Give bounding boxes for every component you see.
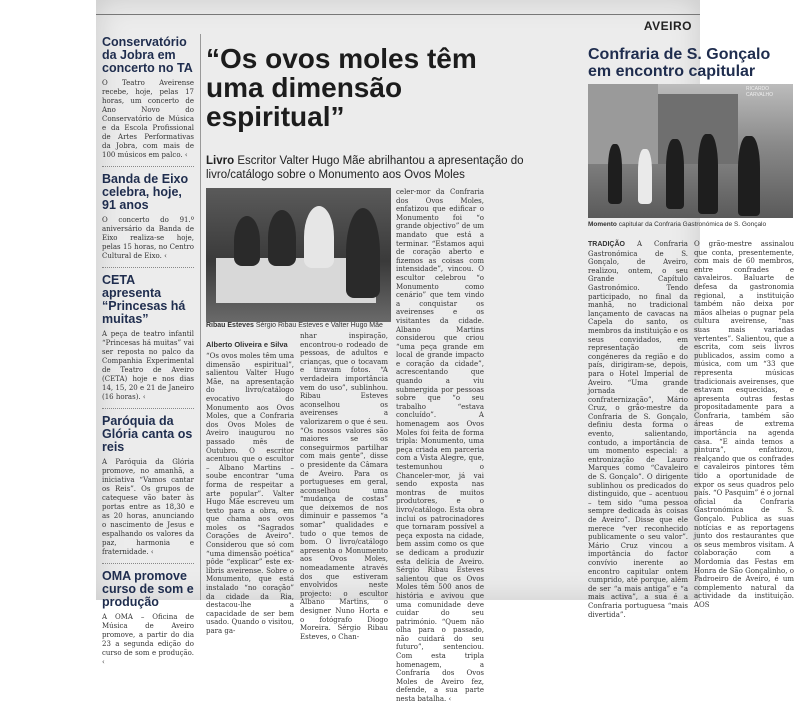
main-headline: “Os ovos moles têm uma dimensão espiritual” — [206, 43, 477, 132]
caption-text: Sérgio Ribau Esteves e Valter Hugo Mãe — [255, 322, 383, 329]
brief-title: CETA apresenta “Princesas há muitas” — [102, 273, 186, 326]
brief-separator — [102, 408, 194, 409]
caption-text: capitular da Confraria Gastronómica de S. Gonçalo — [618, 221, 767, 228]
caption-label: Momento — [588, 221, 617, 228]
brief-title: Paróquia da Glória canta os reis — [102, 414, 193, 454]
main-body-col3: celer-mor da Confraria dos Ovos Moles, enfatizou que edificar o Monumento foi “o grande objectivo” de um mandato que está a terminar. “Estamos aqui de coração aberto e fizemos as coisas com intensidade”, vincou. O escultor celebrou “o Monumento como cenário” que tem vindo a conquistar os aveirenses e os visitantes da cidade. Albano Martins considerou que criou “uma peça grande em local de grande impacto e coração da cidade”, acrescentando que quando a viu submergida por pessoas sobre que “o seu trabalho “estava concluído”. A homenagem aos Ovos Moles foi feita de forma tripla: Monumento, uma peça criada em parceria com a Vista Alegre, que, testemunhou o Chanceler-mor, já vai sendo exposta nas montras de muitos produtores, e o livro/catálogo. Esta obra inclui os patrocinadores que tornaram possível a peça exposta na cidade, bem assim como os que se dedicam a produzir esta delícia de Aveiro. Sérgio Ribau Esteves salientou que os Ovos Moles têm 500 anos de história e avivou que uma comunidade deve cuidar do seu património. “Quem não olha para o passado, não cuidará do seu futuro”, sentenciou. Com esta tripla homenagem, a Confraria dos Ovos Moles de Aveiro fez, defende, a sua parte nesta batalha. ‹ — [396, 188, 484, 704]
side-photo — [588, 84, 793, 218]
lead-text: Escritor Valter Hugo Mãe abrilhantou a apresentação do livro/catálogo sobre o Monumento aos Ovos Moles — [206, 155, 524, 181]
brief-title: Banda de Eixo celebra, hoje, 91 anos — [102, 172, 189, 212]
caption-label: Ribau Esteves — [206, 322, 254, 329]
main-body-col1: “Os ovos moles têm uma dimensão espiritual”, salientou Valter Hugo Mãe, na apresentação do livro/catálogo evocativo do Monumento aos Ovos Moles, que a Confraria dos Ovos Moles de Aveiro inaugurou no passado mês de Outubro. O escritor acentuou que o escultor – Albano Martins – soube encontrar “uma forma de respeitar a arte popular”. Valter Hugo Mãe escreveu um texto para a obra, em que chama aos ovos moles os “Sagrados Corações de Aveiro”. Considerou que só com “uma dimensão poética” pôde “explicar” este ex-líbris aveirense. Sobre o Monumento, que está instalado “no coração” da cidade da Ria, destacou-lhe a capacidade de ser bem usado. Quando o visitou, para ga- — [206, 352, 294, 635]
photo-figure — [234, 216, 260, 266]
brief-title: OMA promove curso de som e produção — [102, 569, 194, 609]
side-headline: Confraria de S. Gonçalo em encontro capitular — [588, 46, 771, 80]
photo-person — [638, 149, 652, 204]
photo-credit: RICARDO CARVALHO — [746, 86, 774, 98]
section-label: AVEIRO — [643, 19, 692, 33]
photo-figure — [346, 208, 380, 298]
brief-body: A peça de teatro infantil “Princesas há muitas” vai ser reposta no palco da Companhia Experimental de Teatro de Aveiro (CETA) hoje e nos dias 14, 15, 20 e 21 de Janeiro (16 horas). ‹ — [102, 330, 194, 401]
side-photo-caption — [588, 221, 793, 228]
brief-separator — [102, 267, 194, 268]
newspaper-page — [96, 0, 794, 704]
brief-body: O concerto do 91.º aniversário da Banda de Eixo realiza-se hoje, pelas 15 horas, no Centro Cultural de Eixo. ‹ — [102, 216, 194, 260]
column-divider — [200, 34, 201, 600]
photo-figure — [304, 206, 334, 268]
photo-person — [608, 144, 622, 204]
photo-person — [666, 139, 684, 209]
side-body-col2: O grão-mestre assinalou que conta, presentemente, com mais de 60 membros, entre confrades e cavaleiros. Baluarte de defesa da gastronomia regional, a instituição também não deixa por mãos alheias o pugnar pela cultura aveirense, “nas suas mais variadas vertentes”. Salientou, que a escrita, com seis livros publicados, assim como a música, com um “33 que representa músicas tradicionais aveirenses, que estavam esquecidas, e apresenta outras festas propositadamente para a Confraria, também são áreas de extrema importância na agenda casa. “E ainda temos a pintura”, enfatizou, realçando que os confrades e cavaleiros pintores têm tido a oportunidade de expor os seus quadros pelo país. “O Pasquim” é o jornal oficial da Confraria Gastronómica de S. Gonçalo. Publica as suas notícias e as reportagens junto dos restaurantes que os seus membros visitam. A colaboração com a Mordomia das Festas em Honra de São Gonçalinho, o Padroeiro de Aveiro, é um complemento natural da actividade da instituição. AOS — [694, 240, 794, 609]
main-photo — [206, 188, 391, 322]
side-body-col1 — [588, 240, 688, 619]
byline: Alberto Oliveira e Silva — [206, 340, 288, 349]
main-lead — [206, 154, 576, 182]
photo-figure — [268, 210, 296, 266]
header-rule — [96, 14, 700, 15]
photo-person — [698, 134, 718, 214]
main-body-col2: nhar inspiração, encontrou-o rodeado de pessoas, de adultos e crianças, que o tocavam e tiravam fotos. “A verdadeira importância vem do uso”, sublinhou. Ribau Esteves aconselhou os aveirenses a valorizarem o que é seu. “Os nossos valores são maiores se os conseguirmos partilhar com mais gente”, disse o presidente da Câmara de Aveiro. Para os portugueses em geral, aconselhou uma “mudança de costas” que deixemos de nos diminuir e passemos “a somar” qualidades e tudo o que temos de bom. O livro/catálogo apresenta o Monumento aos Ovos Moles, nomeadamente através dos que estiveram envolvidos neste projecto: o escultor Albano Martins, o designer Nuno Horta e o fotógrafo Diogo Moreira. Sérgio Ribau Esteves, o Chan- — [300, 332, 388, 641]
briefs-column — [102, 36, 194, 673]
main-photo-caption — [206, 322, 391, 329]
side-col1-text: A Confraria Gastronómica de S. Gonçalo, de Aveiro, realizou, ontem, o seu Grande Capítulo Gastronómico. Tendo participado, no final da manhã, no tradicional lançamento de cavacas na Capela do santo, os membros da instituição e os seus convidados, em representação de congéneres da região e do país, dirigiram-se, depois, para o Hotel Imperial de Aveiro. “Uma grande jornada de confraternização”, Mário Cruz, o grão-mestre da Confraria de S. Gonçalo, definiu desta forma o evento, salientando, contudo, a importância de um momento especial: a entronização de Lauro Marques como “Cavaleiro de S. Gonçalo”. O dirigente sublinhou os predicados do distinguido, que – acentuou – tem sido “uma pessoa sempre dedicada às coisas de Aveiro”. Disse que ele merece “ver reconhecido publicamente o seu valor”. Mário Cruz vincou a importância do factor convívio inerente ao encontro capitular ontem cumprido, até porque, além de ser “a mais antiga” e “a mais activa”, a sua é a Confraria portuguesa “mais divertida”. — [588, 240, 688, 619]
photo-person — [738, 136, 760, 216]
brief-separator — [102, 166, 194, 167]
brief-body: O Teatro Aveirense recebe, hoje, pelas 17 horas, um concerto de Ano Novo do Conservatório de Música e da Escola Profissional de Artes Performativas da Jobra, com mais de 100 músicos em palco. ‹ — [102, 79, 194, 159]
brief-body: A OMA – Oficina de Música de Aveiro promove, a partir do dia 23 a segunda edição do curso de som e produção. ‹ — [102, 613, 194, 666]
brief-separator — [102, 563, 194, 564]
body-label: TRADIÇÃO — [588, 241, 625, 248]
brief-title: Conservatório da Jobra em concerto no TA — [102, 35, 193, 75]
brief-body: A Paróquia da Glória promove, no amanhã, a iniciativa “Vamos cantar os Reis”. Os grupos de catequese vão bater às portas entre as 18,30 e as 20 horas, anunciando o nascimento de Jesus e espalhando os valores da paz, harmonia e fraternidade. ‹ — [102, 458, 194, 556]
lead-label: Livro — [206, 155, 235, 167]
